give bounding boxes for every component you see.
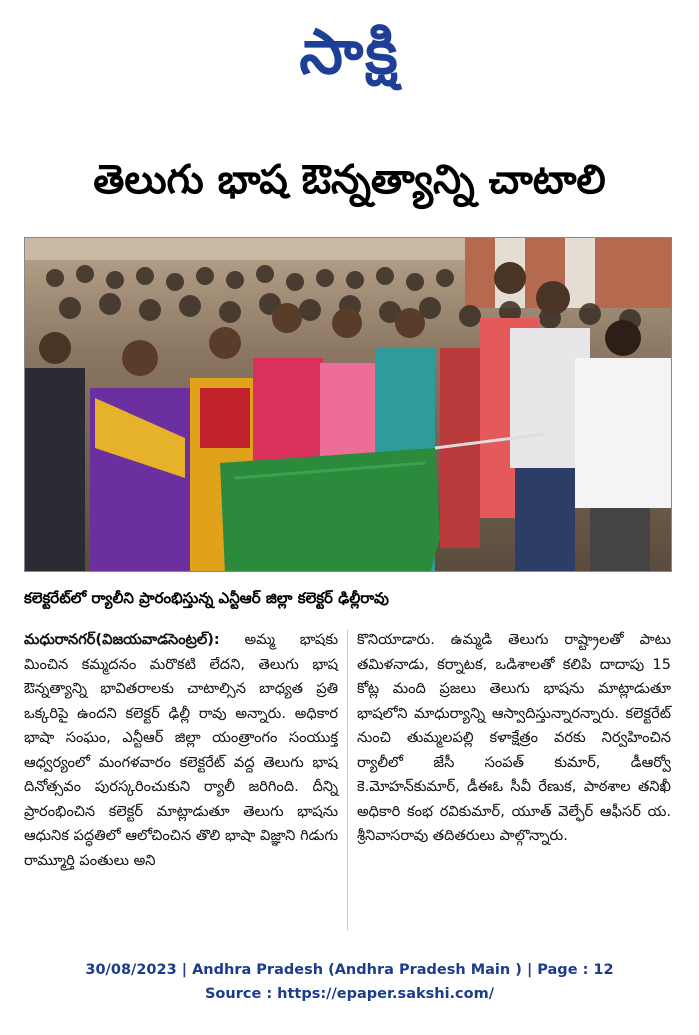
photo-caption: కలెక్టరేట్‌లో ర్యాలీని ప్రారంభిస్తున్న ఎన్టీఆర్‌ జిల్లా కలెక్టర్‌ ఢిల్లీరావు [24,589,389,607]
article-photo [24,237,672,572]
article-text-left: అమ్మ భాషకు మించిన కమ్మదనం మరొకటి లేదని, తెలుగు భాష ఔన్నత్యాన్ని భావితరాలకు చాటాల్సిన బాధ్యత ప్రతి ఒక్కరిపై ఉందని కలెక్టర్‌ ఢిల్లీ రావు అన్నారు. అధికార భాషా సంఘం, ఎన్టీఆర్‌ జిల్లా యంత్రాంగం సంయుక్త ఆధ్వర్యంలో మంగళవారం కలెక్టరేట్‌ వద్ద తెలుగు భాష దినోత్సవం పురస్కరించుకుని ర్యాలీ జరిగింది. దీన్ని ప్రారంభించిన కలెక్టర్‌ మాట్లాడుతూ తెలుగు భాషను ఆధునిక పద్ధతిలో ఆలోచించిన తొలి భాషా విజ్ఞాని గిడుగు రామ్మూర్తి పంతులు అని [24,631,339,869]
footer-edition-info: 30/08/2023 | Andhra Pradesh (Andhra Pradesh Main ) | Page : 12 [85,962,614,978]
article-column-right [357,628,671,849]
column-divider [347,630,348,930]
rally-photo-illustration [25,238,672,572]
article-headline: తెలుగు భాష ఔన్నత్యాన్ని చాటాలి [93,157,606,203]
masthead [0,8,699,96]
newspaper-logo: సాక్షి [299,15,400,88]
article-text-right: కొనియాడారు. ఉమ్మడి తెలుగు రాష్ట్రాలతో పాటు తమిళనాడు, కర్నాటక, ఒడిశాలతో కలిపి దాదాపు 15 కోట్ల మంది ప్రజలు తెలుగు భాషను మాట్లాడుతూ భాషలోని మాధుర్యాన్ని ఆస్వాదిస్తున్నారన్నారు. కలెక్టరేట్‌ నుంచి తుమ్మలపల్లి కళాక్షేత్రం వరకు నిర్వహించిన ర్యాలీలో జేసీ సంపత్‌ కుమార్‌, డీఆర్వో కె.మోహన్‌కుమార్‌, డీఈఓ సీవీ రేణుక, పాఠశాల తనిఖీ అధికారి కంభ రవికుమార్‌, యూత్‌ వెల్ఫేర్‌ ఆఫీసర్‌ య. శ్రీనివాసరావు తదితరులు పాల్గొన్నారు. [357,631,671,844]
article-column-left [24,628,338,873]
footer-source-link[interactable]: Source : https://epaper.sakshi.com/ [204,986,495,1002]
dateline: మధురానగర్‌(విజయవాడసెంట్రల్‌): [24,631,220,648]
